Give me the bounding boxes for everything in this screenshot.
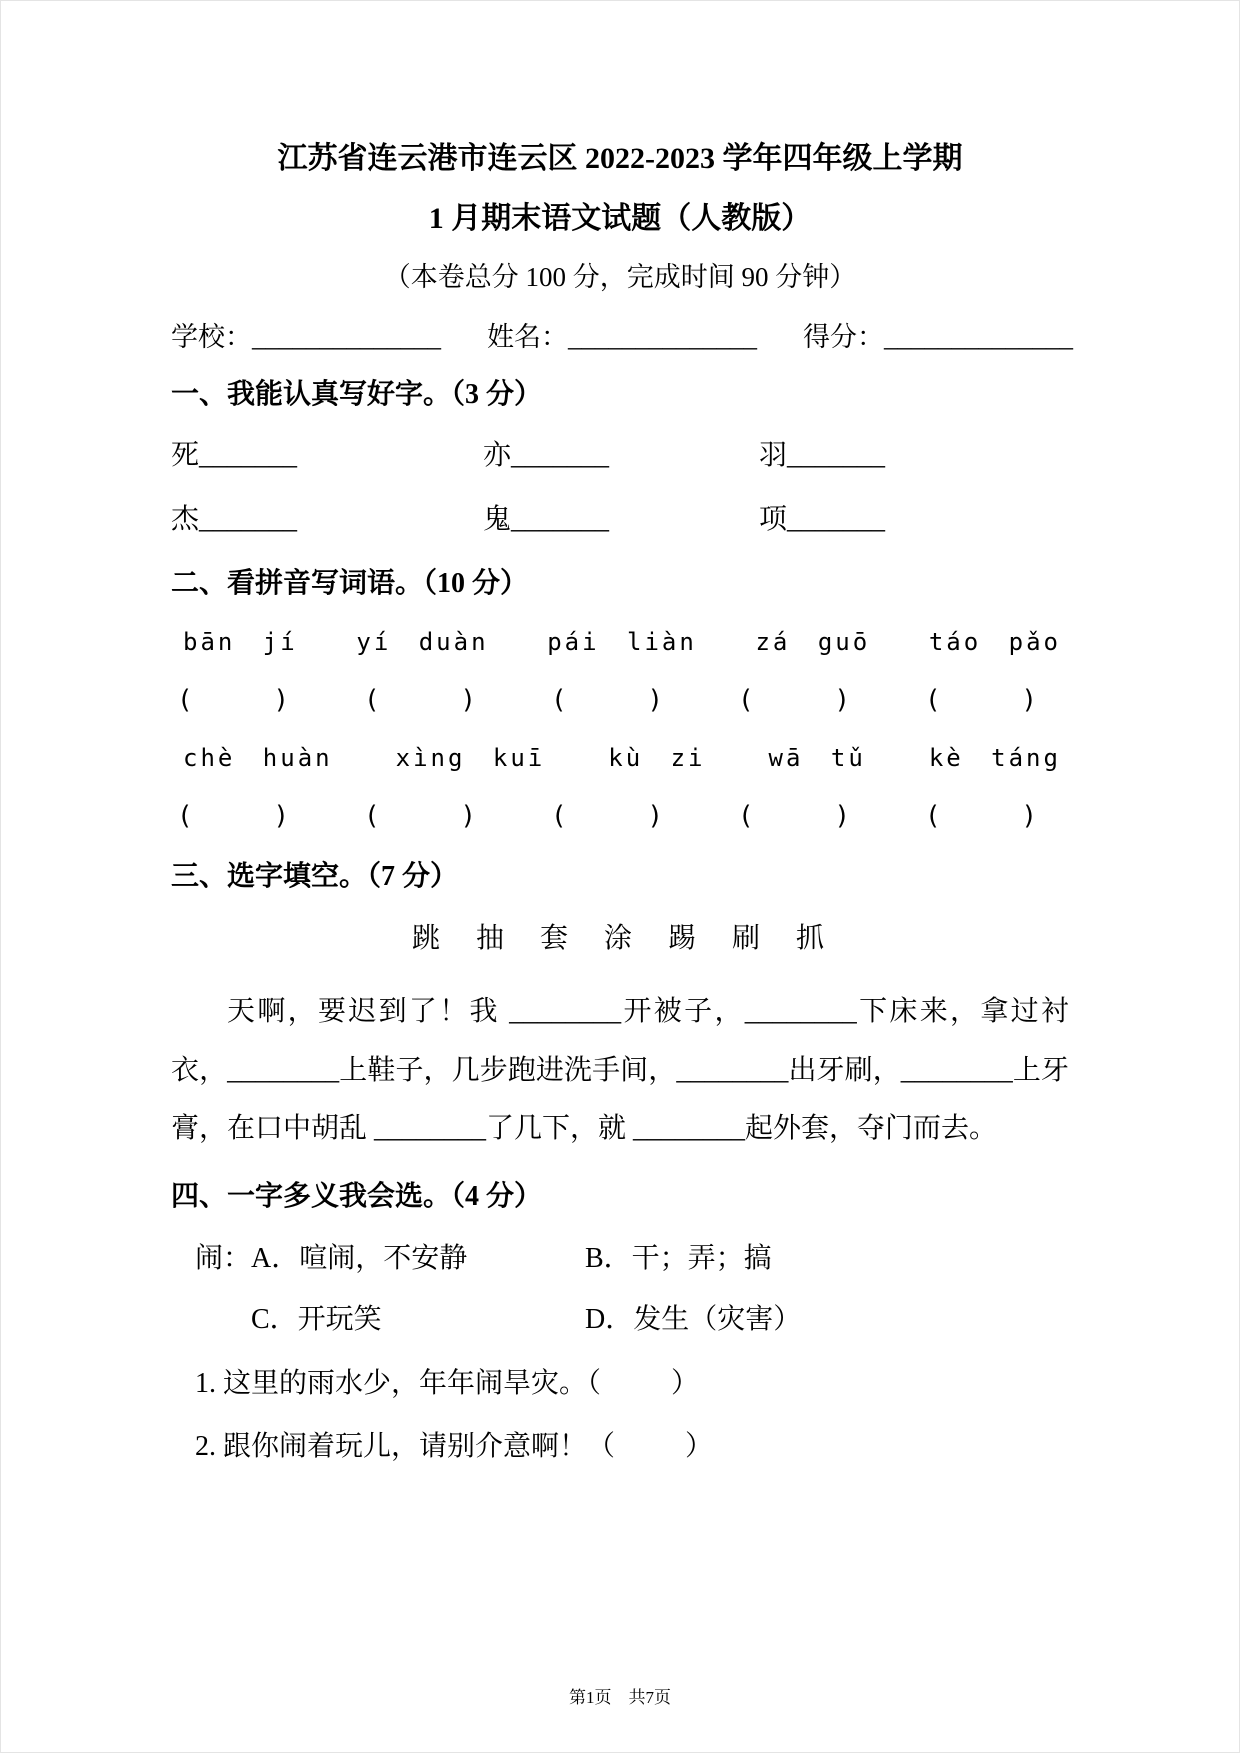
pinyin-cell: zá guō <box>755 628 871 657</box>
paren-open: ( <box>925 800 941 831</box>
header-fields <box>171 321 1073 353</box>
option-b: B．干；弄；搞 <box>585 1242 772 1274</box>
section3-heading: 三、选字填空。（7 分） <box>171 861 459 893</box>
section1-row1 <box>171 439 1069 473</box>
paren-open: ( <box>551 684 567 715</box>
pinyin-cell: táo pǎo <box>928 628 1061 657</box>
hanzi-cell: 杰_______ <box>171 503 298 535</box>
hanzi-cell: 死_______ <box>171 440 298 472</box>
pinyin-row-2 <box>171 744 1069 773</box>
paren-cell <box>177 685 289 716</box>
paren-open: ( <box>364 800 380 831</box>
pinyin-row-1 <box>171 628 1069 657</box>
name-field: 姓名：______________ <box>487 322 757 353</box>
paren-open: ( <box>738 684 754 715</box>
pinyin-cell: kè táng <box>928 744 1061 773</box>
exam-info: （本卷总分 100 分，完成时间 90 分钟） <box>383 262 857 292</box>
pinyin-cell: chè huàn <box>183 744 333 773</box>
paren-cell <box>364 685 476 716</box>
school-field: 学校：______________ <box>171 322 441 353</box>
paren-close: ) <box>1021 800 1037 831</box>
paren-open: ( <box>738 800 754 831</box>
hanzi-cell: 亦_______ <box>483 440 610 472</box>
section1-row2 <box>171 503 1069 537</box>
pinyin-cell: bān jí <box>183 628 298 657</box>
paren-close: ) <box>834 684 850 715</box>
hanzi-cell: 羽_______ <box>759 440 886 472</box>
pinyin-cell: xìng kuī <box>395 744 546 773</box>
paren-cell <box>364 801 476 832</box>
hanzi-cell: 鬼_______ <box>483 503 610 535</box>
section4-heading: 四、一字多义我会选。（4 分） <box>171 1181 543 1213</box>
paren-cell <box>551 685 663 716</box>
paren-open: ( <box>364 684 380 715</box>
paren-cell <box>738 685 850 716</box>
score-field: 得分：______________ <box>803 322 1073 353</box>
paren-close: ) <box>1021 684 1037 715</box>
section1-heading: 一、我能认真写好字。（3 分） <box>171 378 543 410</box>
paren-open: ( <box>177 684 193 715</box>
paren-cell <box>925 685 1037 716</box>
paren-cell <box>738 801 850 832</box>
answer-paren-row-2 <box>171 801 1069 832</box>
section2-heading: 二、看拼音写词语。（10 分） <box>171 567 529 599</box>
paren-cell <box>551 801 663 832</box>
title-line1: 江苏省连云港市连云区 2022-2023 学年四年级上学期 <box>277 142 963 175</box>
paren-close: ) <box>460 684 476 715</box>
option-a: 闹：A．喧闹，不安静 <box>195 1242 468 1274</box>
question-1: 1. 这里的雨水少，年年闹旱灾。（ ） <box>195 1367 700 1399</box>
paren-close: ) <box>834 800 850 831</box>
page-footer: 第1页 共7页 <box>569 1687 671 1707</box>
answer-paren-row-1 <box>171 685 1069 716</box>
pinyin-cell: kù zi <box>608 744 706 773</box>
paren-close: ) <box>647 684 663 715</box>
question-2: 2. 跟你闹着玩儿，请别介意啊！（ ） <box>195 1431 714 1463</box>
option-c: C．开玩笑 <box>251 1304 382 1336</box>
option-d: D．发生（灾害） <box>585 1304 802 1336</box>
paren-open: ( <box>925 684 941 715</box>
paren-cell <box>925 801 1037 832</box>
title-line2: 1 月期末语文试题（人教版） <box>428 202 812 235</box>
paren-close: ) <box>460 800 476 831</box>
character-bank: 跳 抽 套 涂 踢 刷 抓 <box>411 922 828 954</box>
paren-close: ) <box>273 800 289 831</box>
paren-cell <box>177 801 289 832</box>
fill-in-paragraph: 天啊，要迟到了！我 ________开被子，________下床来，拿过衬衣，________上鞋子，几步跑进洗手间，________出牙刷，________上牙膏，在口中胡乱 ________了几下，就 ________起外套，夺门而去。 <box>171 996 1069 1144</box>
meaning-options <box>195 1242 1069 1337</box>
paren-close: ) <box>273 684 289 715</box>
paren-open: ( <box>177 800 193 831</box>
hanzi-cell: 项_______ <box>759 503 886 535</box>
pinyin-cell: yí duàn <box>356 628 489 657</box>
pinyin-cell: pái liàn <box>547 628 697 657</box>
paren-close: ) <box>647 800 663 831</box>
paren-open: ( <box>551 800 567 831</box>
pinyin-cell: wā tǔ <box>768 744 866 773</box>
